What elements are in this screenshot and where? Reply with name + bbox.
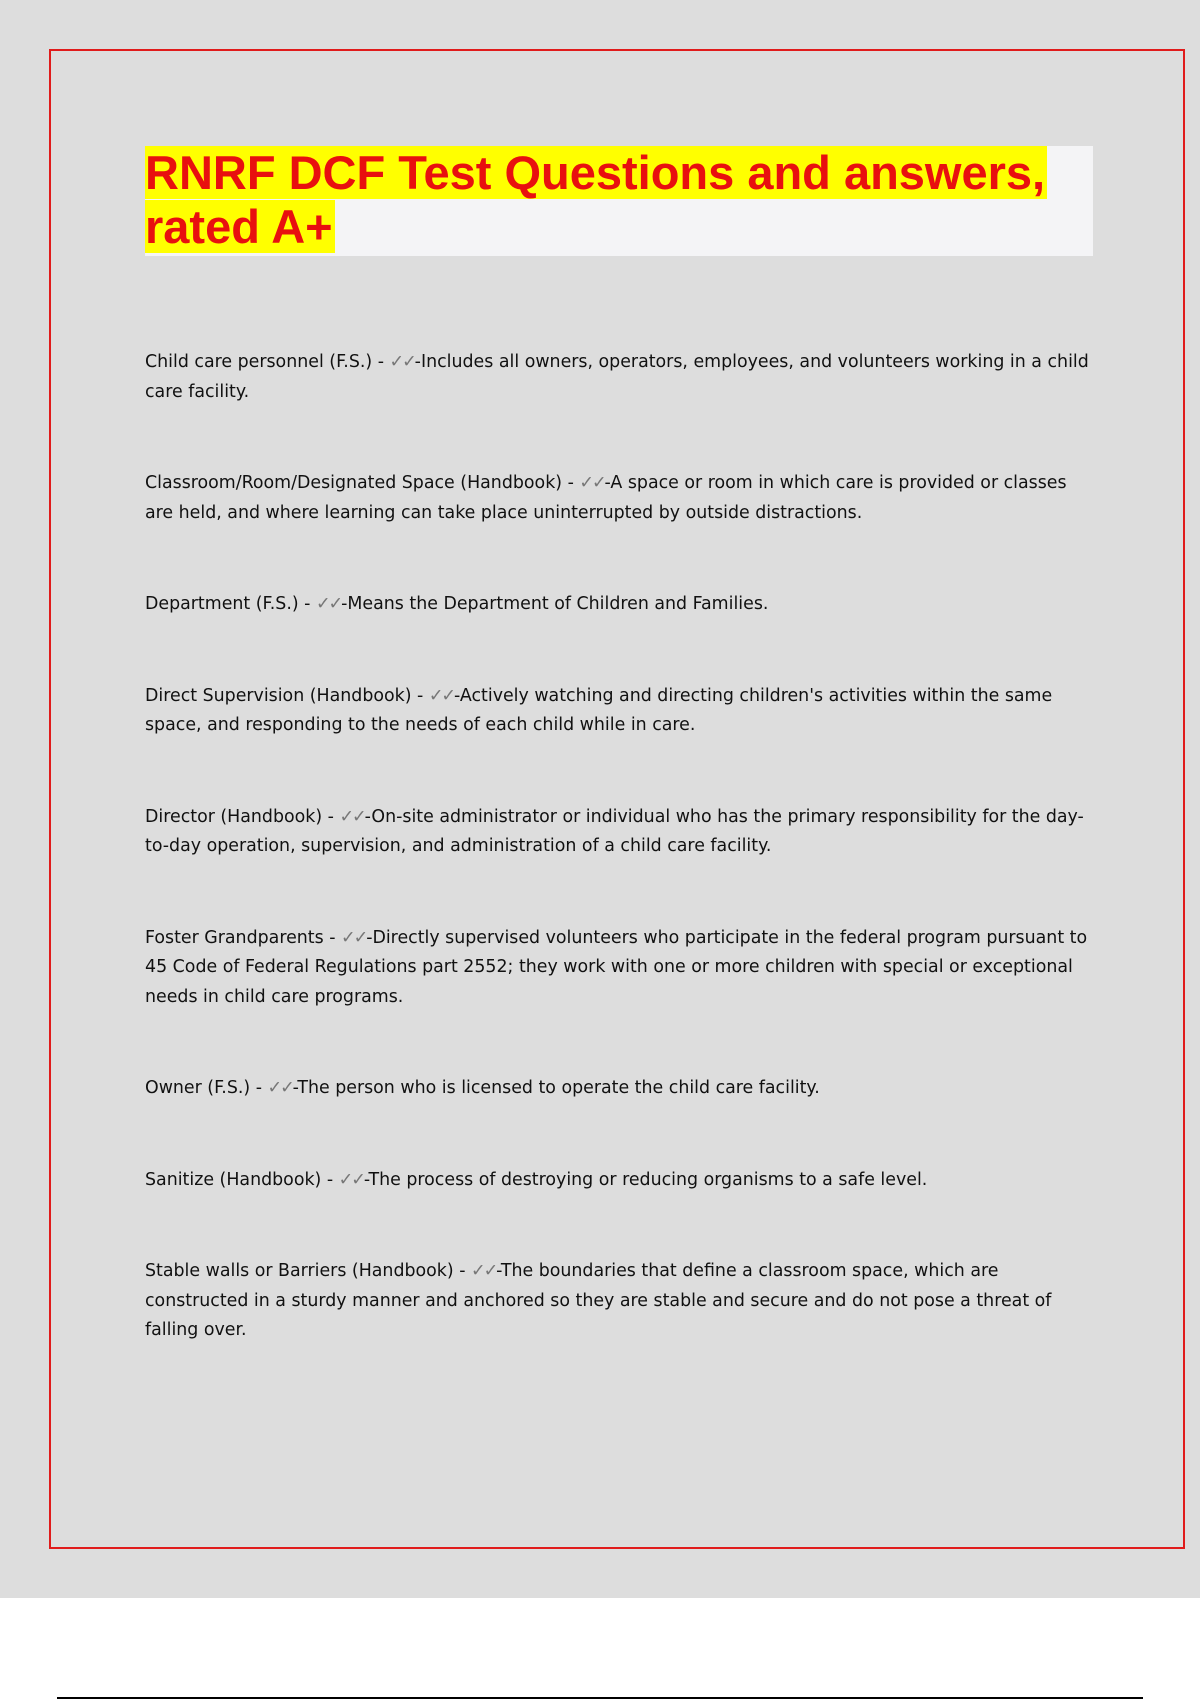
double-check-icon: ✓✓ <box>267 1078 293 1098</box>
title-block <box>145 146 1093 256</box>
definition-entry <box>145 924 1090 1013</box>
entry-definition: -Actively watching and directing children's activities within the same space, and responding to the needs of each child while in care. <box>145 685 1053 735</box>
entry-definition: -Includes all owners, operators, employees, and volunteers working in a child care facility. <box>145 352 1089 402</box>
entry-term: Foster Grandparents - <box>145 927 342 948</box>
entry-term: Department (F.S.) - <box>145 594 316 614</box>
entry-term: Sanitize (Handbook) - <box>145 1169 339 1190</box>
double-check-icon: ✓✓ <box>338 1169 364 1190</box>
definition-entry <box>145 348 1090 407</box>
double-check-icon: ✓✓ <box>389 352 415 372</box>
definition-entry <box>145 1166 1090 1196</box>
title-highlight: RNRF DCF Test Questions and answers, rated A+ <box>145 146 1046 253</box>
definition-entry <box>145 469 1090 528</box>
definition-list <box>145 348 1090 1408</box>
entry-definition: -Means the Department of Children and Families. <box>341 594 769 614</box>
entry-definition: -The boundaries that define a classroom space, which are constructed in a sturdy manner and anchored so they are stable and secure and do not pose a threat of falling over. <box>145 1261 1052 1340</box>
definition-entry <box>145 590 1090 620</box>
entry-term: Director (Handbook) - <box>145 806 340 827</box>
document-title <box>145 146 1093 254</box>
entry-definition: -Directly supervised volunteers who participate in the federal program pursuant to 45 Code of Federal Regulations part 2552; they work with one or more children with special or exceptional needs in child care programs. <box>145 927 1088 1007</box>
entry-term: Child care personnel (F.S.) - <box>145 352 390 372</box>
definition-entry <box>145 1257 1090 1346</box>
double-check-icon: ✓✓ <box>339 806 365 827</box>
definition-entry <box>145 682 1090 741</box>
double-check-icon: ✓✓ <box>341 927 367 948</box>
entry-definition: -The person who is licensed to operate the child care facility. <box>292 1078 820 1098</box>
entry-definition: -On-site administrator or individual who has the primary responsibility for the day-to-day operation, supervision, and administration of a child care facility. <box>145 806 1084 856</box>
double-check-icon: ✓✓ <box>315 594 342 614</box>
entry-term: Direct Supervision (Handbook) - <box>145 685 429 706</box>
page-break-divider <box>57 1697 1143 1699</box>
entry-term: Classroom/Room/Designated Space (Handbook) - <box>145 473 580 493</box>
entry-term: Stable walls or Barriers (Handbook) - <box>145 1261 471 1281</box>
double-check-icon: ✓✓ <box>428 685 454 706</box>
double-check-icon: ✓✓ <box>579 473 605 493</box>
entry-definition: -The process of destroying or reducing organisms to a safe level. <box>363 1169 928 1190</box>
entry-definition: -A space or room in which care is provided or classes are held, and where learning can take place uninterrupted by outside distractions. <box>145 473 1067 523</box>
entry-term: Owner (F.S.) - <box>145 1078 268 1098</box>
definition-entry <box>145 1074 1090 1104</box>
definition-entry <box>145 803 1090 862</box>
double-check-icon: ✓✓ <box>471 1261 497 1281</box>
